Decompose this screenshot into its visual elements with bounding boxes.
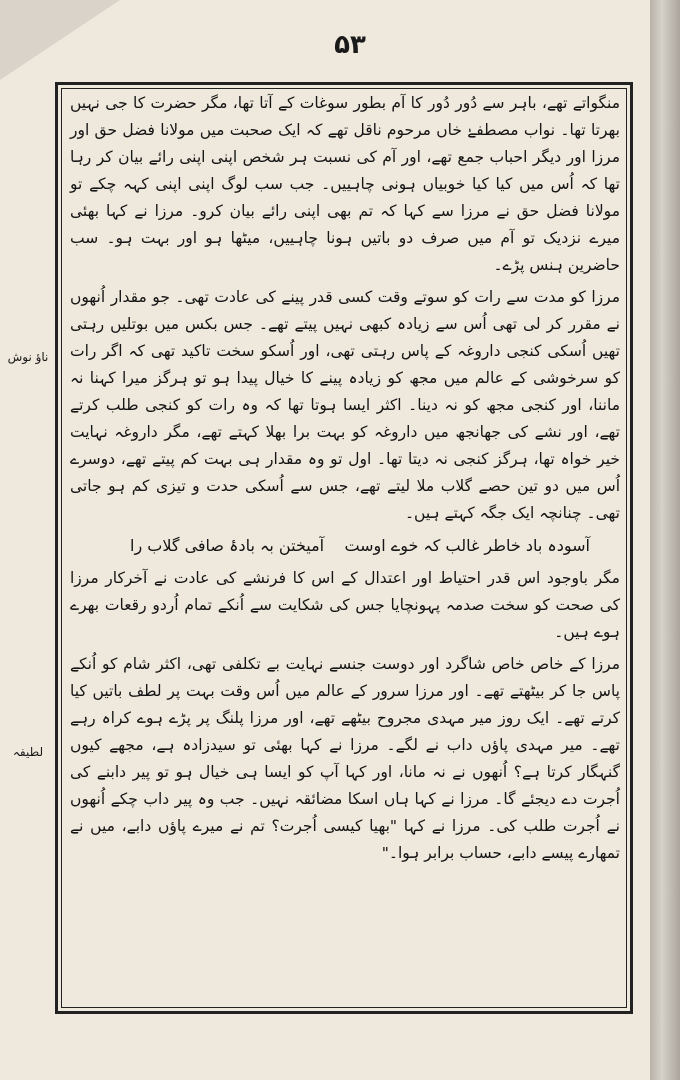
page-corner-fold xyxy=(0,0,120,80)
body-text xyxy=(70,90,620,1000)
margin-note-anecdote: لطیفہ xyxy=(12,745,44,759)
paragraph-health: مگر باوجود اس قدر احتیاط اور اعتدال کے اس کا فرنشے کی عادت نے آخرکار مرزا کی صحت کو سخت صدمہ پہونچایا جس کی شکایت سے اُنکے تمام اُردو رقعات بھرے ہوے ہیں۔ xyxy=(70,569,620,641)
paragraph-mangoes: منگواتے تھے، باہر سے دُور دُور کا آم بطور سوغات کے آتا تھا، مگر حضرت کا جی نہیں بھرتا تھا۔ نواب مصطفےٰ خاں مرحوم ناقل تھے کہ ایک صحبت میں مولانا فضل حق اور مرزا اور دیگر احباب جمع تھے، اور آم کی نسبت ہر شخص اپنی اپنی رائے بیان کر رہا تھا کہ اُس میں کیا کیا خوبیاں ہونی چاہییں۔ جب سب لوگ اپنی اپنی کہہ چکے تو مولانا فضل حق نے مرزا سے کہا کہ تم بھی اپنی رائے بیان کرو۔ مرزا نے کہا بھئی میرے نزدیک تو آم میں صرف دو باتیں ہونا چاہییں، میٹھا ہو اور بہت ہو۔ سب حاضرین ہنس پڑے۔ xyxy=(70,94,620,274)
paragraph-anecdote: مرزا کے خاص خاص شاگرد اور دوست جنسے نہایت بے تکلفی تھی، اکثر شام کو اُنکے پاس جا کر بیٹھتے تھے۔ اور مرزا سرور کے عالم میں اُس وقت بہت پر لطف باتیں کیا کرتے تھے۔ ایک روز میر مہدی مجروح بیٹھے تھے، اور مرزا پلنگ پر پڑے ہوے کراہ رہے تھے۔ میر مہدی پاؤں داب نے لگے۔ مرزا نے کہا بھئی تو سیدزادہ ہے، مجھے کیوں گنہگار کرتا ہے؟ اُنھوں نے نہ مانا، اور کہا آپ کو ایسا ہی خیال ہو تو پیر دابنے کی اُجرت دے دیجئے گا۔ مرزا نے کہا ہاں اسکا مضائقہ نہیں۔ جب وہ پیر داب چکے اُنھوں نے اُجرت طلب کی۔ مرزا نے کہا "بھیا کیسی اُجرت؟ تم نے میرے پاؤں دابے، میں نے تمھارے پیسے دابے، حساب برابر ہوا۔" xyxy=(70,655,620,862)
book-gutter-edge xyxy=(650,0,680,1080)
couplet-second-hemistich: آمیختن بہ بادۂ صافی گلاب را xyxy=(130,536,325,555)
persian-couplet xyxy=(70,532,620,565)
margin-note-drinking: ناؤ نوش xyxy=(7,350,49,364)
paragraph-drinking-habit: مرزا کو مدت سے رات کو سوتے وقت کسی قدر پینے کی عادت تھی۔ جو مقدار اُنھوں نے مقرر کر لی تھی اُس سے زیادہ کبھی نہیں پیتے تھے۔ جس بکس میں بوتلیں رہتی تھیں اُسکی کنجی داروغہ کے پاس رہتی تھی، اور اُسکو سخت تاکید تھی کہ اگر رات کو سرخوشی کے عالم میں مجھ کو زیادہ پینے کا خیال پیدا ہو تو ہرگز میرا کہنا نہ ماننا، اور کنجی مجھ کو نہ دینا۔ اکثر ایسا ہوتا تھا کہ وہ رات کو کنجی طلب کرتے تھے، اور نشے کی جھانجھ میں داروغہ کو بہت برا بھلا کہتے تھے، مگر داروغہ نہایت خیر خواہ تھا، ہرگز کنجی نہ دیتا تھا۔ اول تو وہ مقدار ہی بہت کم پیتے تھے، دوسرے اُس میں دو تین حصے گلاب ملا لیتے تھے، جس سے اُسکی حدت و تیزی کم ہو جاتی تھی۔ چنانچہ ایک جگہ کہتے ہیں۔ xyxy=(70,288,620,522)
page-number: ۵۳ xyxy=(334,30,366,60)
couplet-first-hemistich: آسودہ باد خاطر غالب کہ خوے اوست xyxy=(344,536,590,555)
